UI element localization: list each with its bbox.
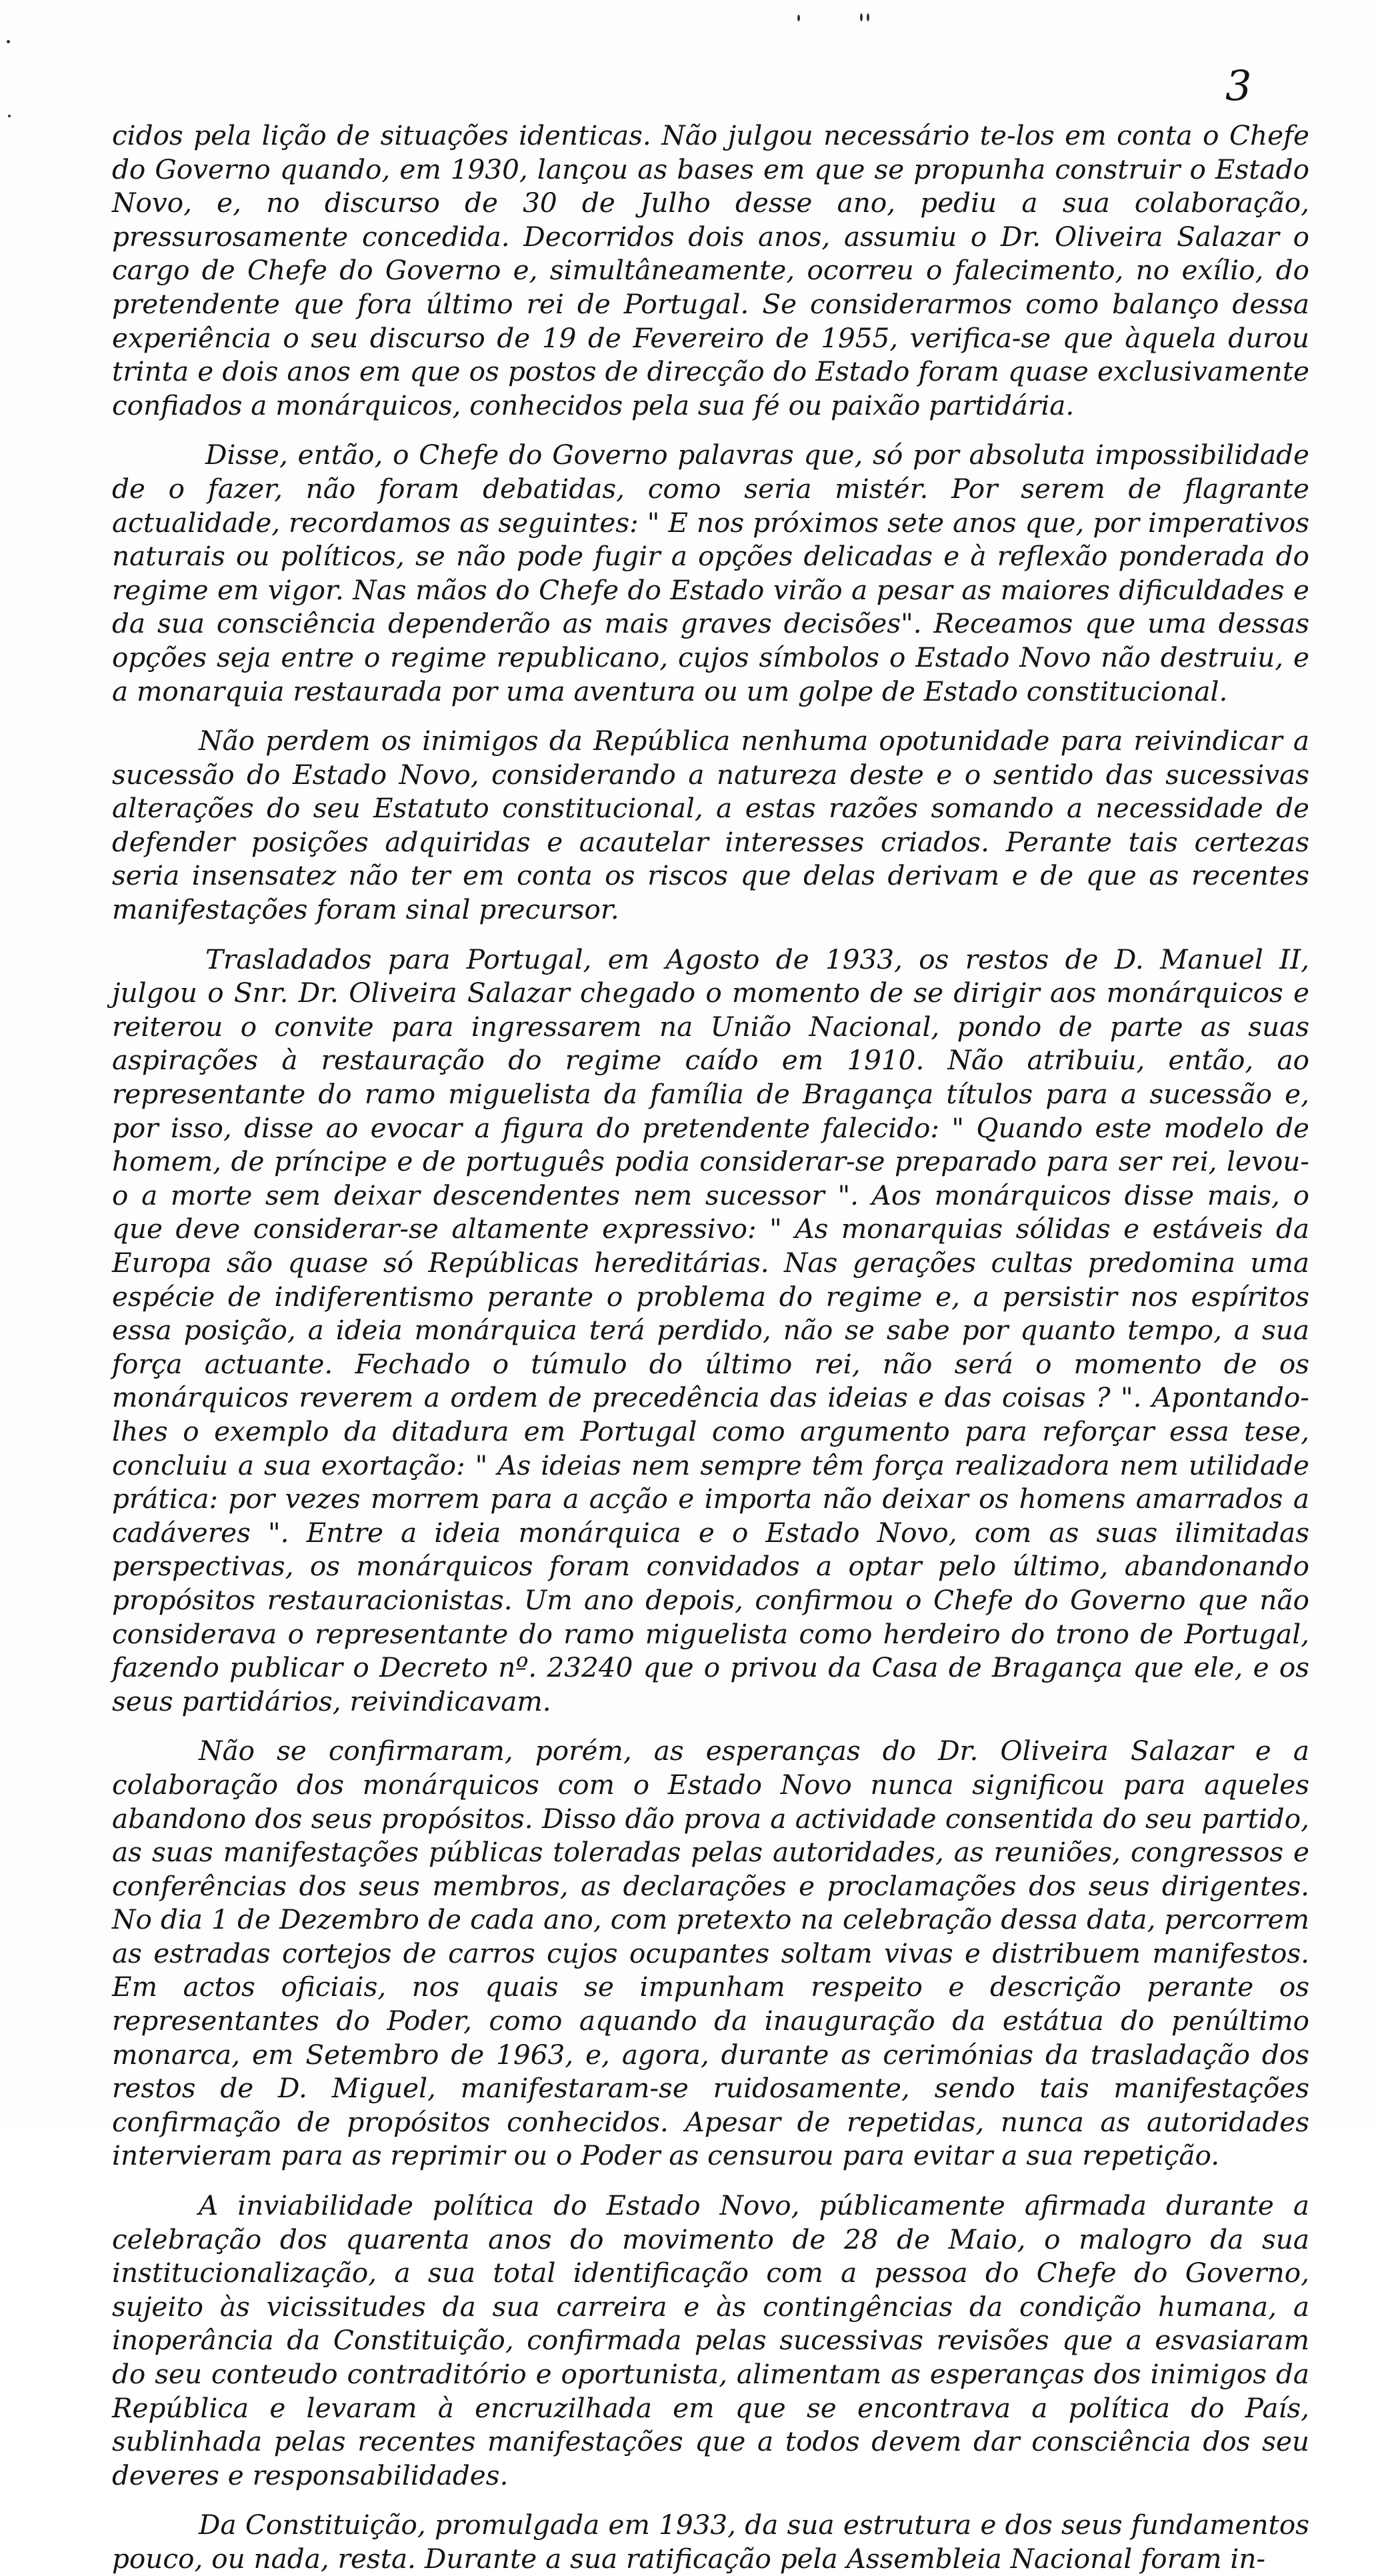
paragraph: Não perdem os inimigos da República nenhuma opotunidade para reivindicar a sucessão do Estado Novo, considerando a natureza deste e o sentido das sucessivas alterações do seu Estatuto constitucional, a estas razões somando a necessidade de defender posições adquiridas e acautelar interesses criados. Perante tais certezas seria insensatez não ter em conta os riscos que delas derivam e de que as recentes manifestações foram sinal precursor. <box>112 725 1309 926</box>
paragraph: Disse, então, o Chefe do Governo palavras que, só por absoluta impossibilidade de o fazer, não foram debatidas, como seria mistér. Por serem de flagrante actualidade, recordamos as seguintes: " E nos próximos sete anos que, por imperativos naturais ou políticos, se não pode fugir a opções delicadas e à reflexão ponderada do regime em vigor. Nas mãos do Chefe do Estado virão a pesar as maiores dificuldades e da sua consciência dependerão as mais graves decisões". Receamos que uma dessas opções seja entre o regime republicano, cujos símbolos o Estado Novo não destruiu, e a monarquia restaurada por uma aventura ou um golpe de Estado constitucional. <box>112 439 1309 707</box>
paragraph: Não se confirmaram, porém, as esperanças do Dr. Oliveira Salazar e a colaboração dos monárquicos com o Estado Novo nunca significou para aqueles abandono dos seus propósitos. Disso dão prova a actividade consentida do seu partido, as suas manifestações públicas toleradas pelas autoridades, as reuniões, congressos e conferências dos seus membros, as declarações e proclamações dos seus dirigentes. No dia 1 de Dezembro de cada ano, com pretexto na celebração dessa data, percorrem as estradas cortejos de carros cujos ocupantes soltam vivas e distribuem manifestos. Em actos oficiais, nos quais se impunham respeito e descrição perante os representantes do Poder, como aquando da inauguração da estátua do penúltimo monarca, em Setembro de 1963, e, agora, durante as cerimónias da trasladação dos restos de D. Miguel, manifestaram-se ruidosamente, sendo tais manifestações confirmação de propósitos conhecidos. Apesar de repetidas, nunca as autoridades intervieram para as reprimir ou o Poder as censurou para evitar a sua repetição. <box>112 1735 1309 2172</box>
scan-speck <box>867 13 869 21</box>
document-body <box>112 119 1309 2576</box>
scan-speck <box>8 115 11 117</box>
paragraph: A inviabilidade política do Estado Novo, públicamente afirmada durante a celebração dos quarenta anos do movimento de 28 de Maio, o malogro da sua institucionalização, a sua total identificação com a pessoa do Chefe do Governo, sujeito às vicissitudes da sua carreira e às contingências da condição humana, a inoperância da Constituição, confirmada pelas sucessivas revisões que a esvasiaram do seu conteudo contraditório e oportunista, alimentam as esperanças dos inimigos da República e levaram à encruzilhada em que se encontrava a política do País, sublinhada pelas recentes manifestações que a todos devem dar consciência dos seu deveres e responsabilidades. <box>112 2189 1309 2491</box>
paragraph: Da Constituição, promulgada em 1933, da sua estrutura e dos seus fundamentos pouco, ou nada, resta. Durante a sua ratificação pela Assembleia Nacional foram in- <box>112 2509 1309 2575</box>
page-number: 3 <box>1225 61 1252 110</box>
paragraph: cidos pela lição de situações identicas. Não julgou necessário te-los em conta o Chefe do Governo quando, em 1930, lançou as bases em que se propunha construir o Estado Novo, e, no discurso de 30 de Julho desse ano, pediu a sua colaboração, pressurosamente concedida. Decorridos dois anos, assumiu o Dr. Oliveira Salazar o cargo de Chefe do Governo e, simultâneamente, ocorreu o falecimento, no exílio, do pretendente que fora último rei de Portugal. Se considerarmos como balanço dessa experiência o seu discurso de 19 de Fevereiro de 1955, verifica-se que àquela durou trinta e dois anos em que os postos de direcção do Estado foram quase exclusivamente confiados a monárquicos, conhecidos pela sua fé ou paixão partidária. <box>112 119 1309 421</box>
scan-speck <box>7 40 10 43</box>
scan-speck <box>797 15 800 21</box>
paragraph: Trasladados para Portugal, em Agosto de 1933, os restos de D. Manuel II, julgou o Snr. Dr. Oliveira Salazar chegado o momento de se dirigir aos monárquicos e reiterou o convite para ingressarem na União Nacional, pondo de parte as suas aspirações à restauração do regime caído em 1910. Não atribuiu, então, ao representante do ramo miguelista da família de Bragança títulos para a sucessão e, por isso, disse ao evocar a figura do pretendente falecido: " Quando este modelo de homem, de príncipe e de português podia considerar-se preparado para ser rei, levou-o a morte sem deixar descendentes nem sucessor ". Aos monárquicos disse mais, o que deve considerar-se altamente expressivo: " As monarquias sólidas e estáveis da Europa são quase só Repúblicas hereditárias. Nas gerações cultas predomina uma espécie de indiferentismo perante o problema do regime e, a persistir nos espíritos essa posição, a ideia monárquica terá perdido, não se sabe por quanto tempo, a sua força actuante. Fechado o túmulo do último rei, não será o momento de os monárquicos reverem a ordem de precedência das ideias e das coisas ? ". Apontando-lhes o exemplo da ditadura em Portugal como argumento para reforçar essa tese, concluiu a sua exortação: " As ideias nem sempre têm força realizadora nem utilidade prática: por vezes morrem para a acção e importa não deixar os homens amarrados a cadáveres ". Entre a ideia monárquica e o Estado Novo, com as suas ilimitadas perspectivas, os monárquicos foram convidados a optar pelo último, abandonando propósitos restauracionistas. Um ano depois, confirmou o Chefe do Governo que não considerava o representante do ramo miguelista como herdeiro do trono de Portugal, fazendo publicar o Decreto nº. 23240 que o privou da Casa de Bragança que ele, e os seus partidários, reivindicavam. <box>112 943 1309 1717</box>
scan-speck <box>860 13 863 21</box>
